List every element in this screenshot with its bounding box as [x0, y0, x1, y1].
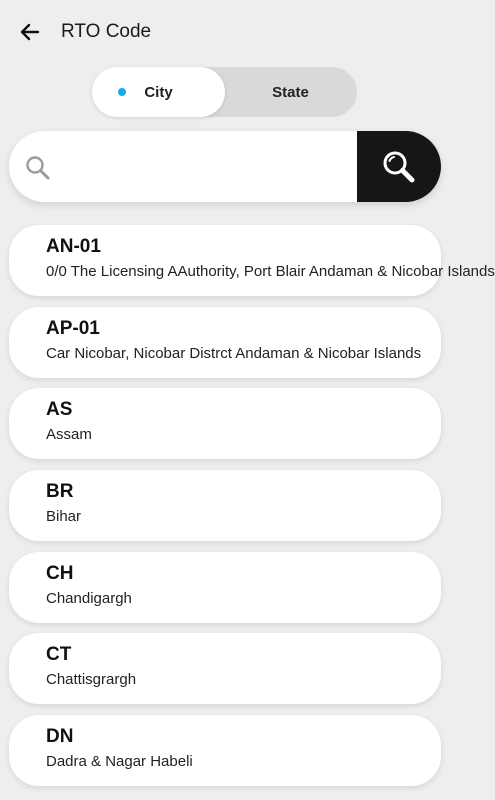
list-item[interactable]	[9, 225, 495, 296]
rto-code: AN-01	[46, 236, 101, 257]
rto-name: 0/0 The Licensing AAuthority, Port Blair Andaman & Nicobar Islands	[46, 263, 495, 280]
toggle-state-label: State	[272, 83, 309, 101]
search-bar	[9, 131, 441, 202]
page-title: RTO Code	[61, 21, 152, 42]
back-arrow-icon[interactable]	[18, 20, 42, 44]
rto-code: AP-01	[46, 318, 100, 339]
toggle-city[interactable]	[92, 67, 225, 117]
rto-code: BR	[46, 481, 74, 502]
toggle-city-label: City	[144, 83, 173, 101]
list-item[interactable]	[9, 715, 441, 786]
app-bar	[0, 0, 450, 64]
rto-name: Chattisgrargh	[46, 671, 137, 688]
search-icon	[25, 155, 51, 181]
list-item[interactable]	[9, 470, 441, 541]
rto-name: Dadra & Nagar Habeli	[46, 753, 193, 770]
rto-name: Bihar	[46, 508, 82, 525]
rto-code: DN	[46, 726, 74, 747]
list-item[interactable]	[9, 633, 441, 704]
rto-code: CH	[46, 563, 74, 584]
search-button[interactable]	[357, 131, 441, 202]
search-input[interactable]	[67, 149, 351, 187]
rto-name: Assam	[46, 426, 92, 443]
city-state-toggle[interactable]	[92, 67, 357, 117]
rto-code: AS	[46, 399, 73, 420]
selected-dot-icon	[118, 88, 126, 96]
rto-name: Chandigargh	[46, 590, 132, 607]
toggle-state[interactable]	[224, 67, 357, 117]
rto-code: CT	[46, 644, 72, 665]
list-item[interactable]	[9, 388, 441, 459]
rto-name: Car Nicobar, Nicobar Distrct Andaman & Nicobar Islands	[46, 345, 422, 362]
list-item[interactable]	[9, 307, 441, 378]
list-item[interactable]	[9, 552, 441, 623]
search-button-icon	[381, 149, 417, 185]
